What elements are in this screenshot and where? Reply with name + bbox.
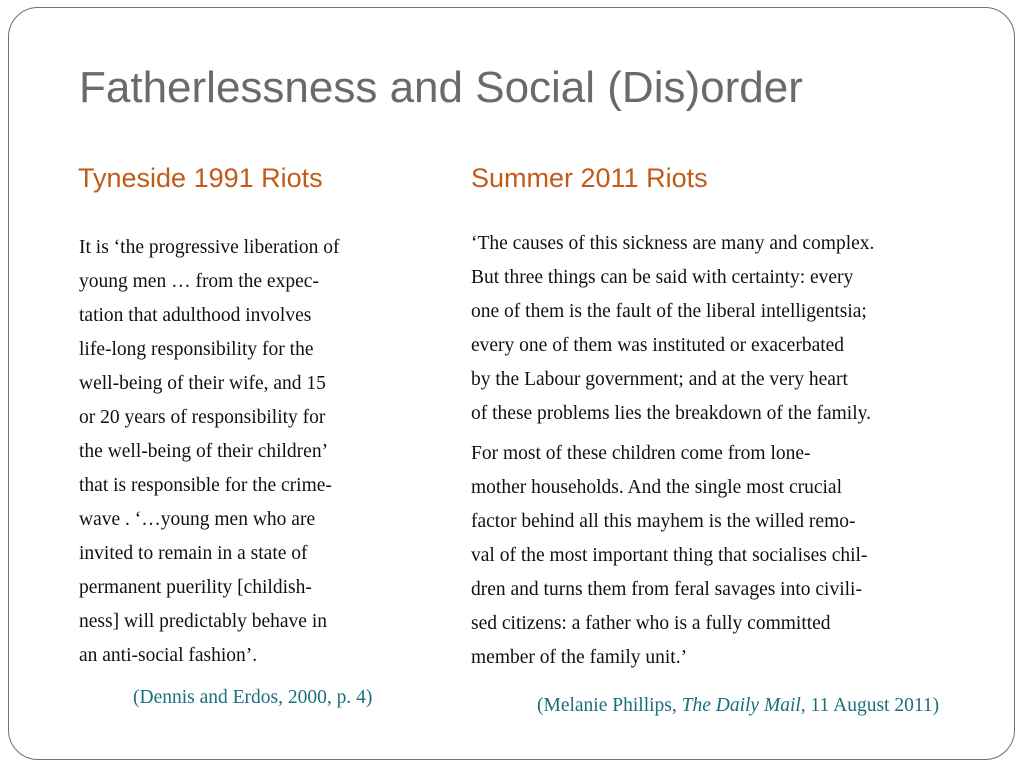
citation-source: The Daily Mail <box>681 695 801 716</box>
slide-title: Fatherlessness and Social (Dis)order <box>79 63 803 112</box>
right-citation <box>537 696 939 716</box>
text-line: val of the most important thing that socialises chil- <box>471 545 868 566</box>
left-column-heading: Tyneside 1991 Riots <box>78 163 323 193</box>
quote-paragraph-2 <box>471 437 874 675</box>
text-line: life-long responsibility for the <box>79 339 314 360</box>
right-column-heading: Summer 2011 Riots <box>471 163 708 193</box>
left-column-body <box>79 231 339 673</box>
text-line: one of them is the fault of the liberal intelligentsia; <box>471 301 867 322</box>
left-citation: (Dennis and Erdos, 2000, p. 4) <box>133 687 373 708</box>
text-line: permanent puerility [childish- <box>79 577 312 598</box>
citation-prefix: (Melanie Phillips, <box>537 695 682 716</box>
text-line: by the Labour government; and at the very heart <box>471 369 848 390</box>
text-line: every one of them was instituted or exacerbated <box>471 335 845 356</box>
citation-suffix: , 11 August 2011) <box>800 695 940 716</box>
text-line: an anti-social fashion’. <box>79 645 258 666</box>
text-line: For most of these children come from lone- <box>471 443 811 464</box>
text-line: member of the family unit.’ <box>471 647 688 668</box>
text-line: ‘The causes of this sickness are many and complex. <box>471 233 875 254</box>
quote-paragraph-1 <box>471 227 874 431</box>
text-line: or 20 years of responsibility for <box>79 407 326 428</box>
text-line: ness] will predictably behave in <box>79 611 328 632</box>
text-line: sed citizens: a father who is a fully committed <box>471 613 831 634</box>
text-line: factor behind all this mayhem is the willed remo- <box>471 511 856 532</box>
text-line: young men … from the expec- <box>79 271 319 292</box>
text-line: tation that adulthood involves <box>79 305 312 326</box>
text-line: dren and turns them from feral savages into civili- <box>471 579 862 600</box>
slide <box>8 7 1015 760</box>
text-line: the well-being of their children’ <box>79 441 329 462</box>
text-line: well-being of their wife, and 15 <box>79 373 326 394</box>
text-line: mother households. And the single most crucial <box>471 477 842 498</box>
text-line: wave . ‘…young men who are <box>79 509 316 530</box>
text-line: But three things can be said with certainty: every <box>471 267 854 288</box>
text-line: It is ‘the progressive liberation of <box>79 237 340 258</box>
text-line: of these problems lies the breakdown of the family. <box>471 403 871 424</box>
text-line: invited to remain in a state of <box>79 543 308 564</box>
text-line: that is responsible for the crime- <box>79 475 332 496</box>
right-column-body <box>471 227 874 675</box>
